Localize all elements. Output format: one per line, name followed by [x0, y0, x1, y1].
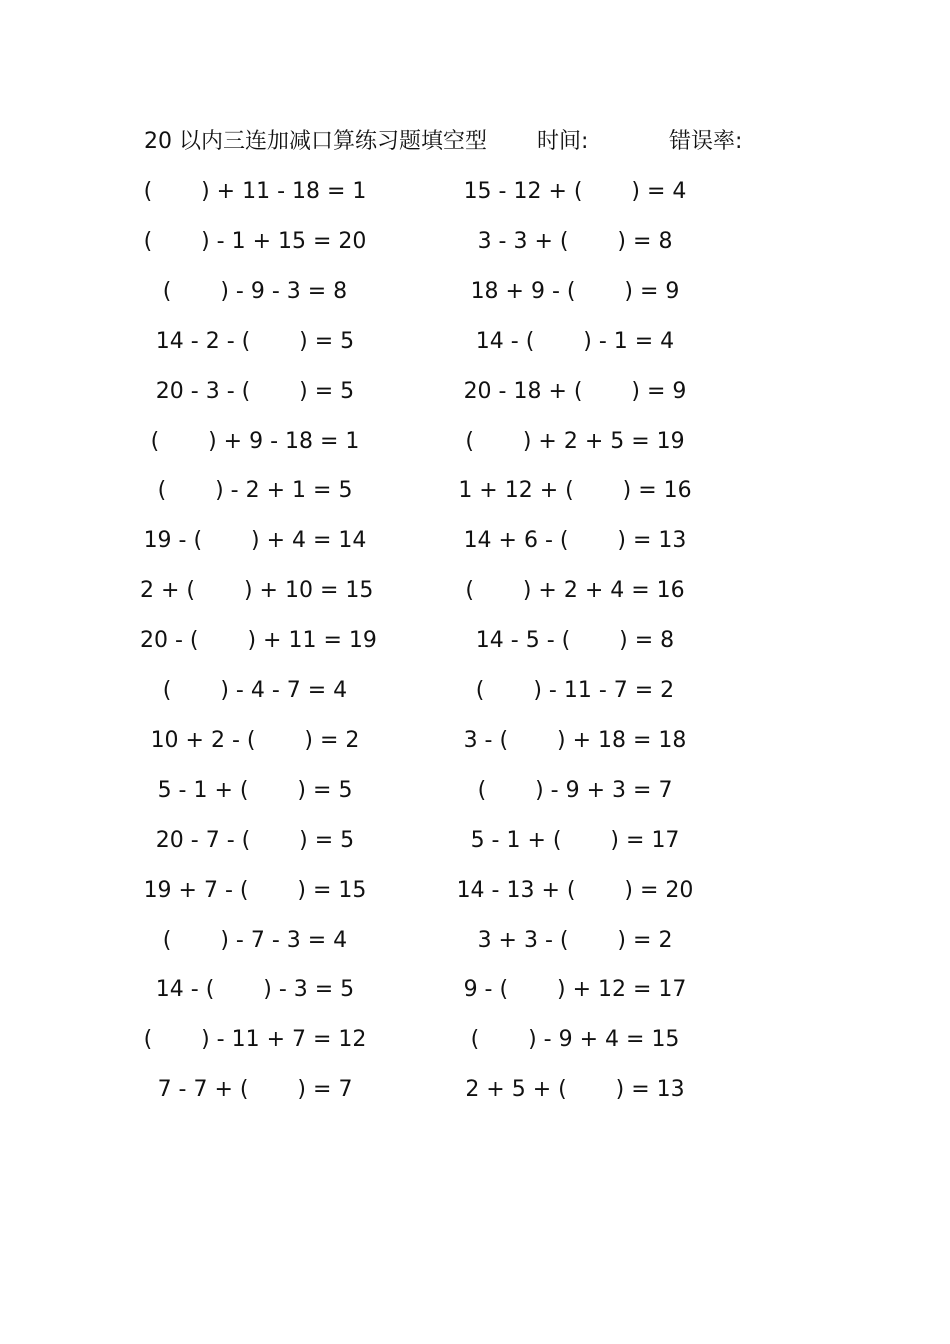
time-label: 时间: — [537, 129, 589, 154]
problem-left: 7 - 7 + ( ) = 7 — [157, 1077, 353, 1103]
problem-right: 9 - ( ) + 12 = 17 — [463, 977, 687, 1003]
problem-right: 5 - 1 + ( ) = 17 — [470, 827, 680, 853]
problem-right: 3 - ( ) + 18 = 18 — [463, 727, 687, 753]
error-rate-label: 错误率: — [669, 129, 743, 154]
problem-row — [0, 423, 950, 461]
problem-row — [0, 872, 950, 910]
problem-row — [0, 273, 950, 311]
problem-left: 19 - ( ) + 4 = 14 — [143, 528, 367, 554]
problem-row — [0, 223, 950, 261]
problem-left: 20 - ( ) + 11 = 19 — [140, 628, 377, 654]
problem-right: 2 + 5 + ( ) = 13 — [465, 1077, 685, 1103]
problem-left: 2 + ( ) + 10 = 15 — [140, 578, 374, 604]
problem-right: 15 - 12 + ( ) = 4 — [463, 179, 687, 204]
problem-right: ( ) - 9 + 3 = 7 — [477, 777, 673, 803]
problem-left: 20 - 7 - ( ) = 5 — [155, 827, 355, 853]
problem-right: 14 + 6 - ( ) = 13 — [463, 528, 687, 554]
problem-right: ( ) + 2 + 4 = 16 — [465, 578, 685, 604]
problem-left: ( ) - 9 - 3 = 8 — [162, 278, 348, 304]
problem-left: 20 - 3 - ( ) = 5 — [155, 378, 355, 404]
problem-row — [0, 971, 950, 1009]
problem-left: ( ) - 7 - 3 = 4 — [162, 927, 348, 953]
problem-left: 14 - ( ) - 3 = 5 — [155, 977, 355, 1003]
problem-left: ( ) - 4 - 7 = 4 — [162, 678, 348, 703]
problem-right: 3 + 3 - ( ) = 2 — [477, 927, 673, 953]
problem-left: 10 + 2 - ( ) = 2 — [150, 727, 360, 753]
problem-right: ( ) + 2 + 5 = 19 — [465, 428, 685, 454]
problem-row — [0, 622, 950, 660]
problem-row — [0, 772, 950, 810]
problem-right: 20 - 18 + ( ) = 9 — [463, 378, 687, 404]
problem-row — [0, 822, 950, 860]
problem-row — [0, 373, 950, 411]
problem-left: ( ) + 9 - 18 = 1 — [150, 428, 360, 454]
problem-row — [0, 323, 950, 361]
problem-row — [0, 1021, 950, 1059]
problem-left: 19 + 7 - ( ) = 15 — [143, 877, 367, 903]
problem-right: 14 - 13 + ( ) = 20 — [456, 877, 694, 903]
problem-right: 14 - 5 - ( ) = 8 — [475, 628, 675, 654]
problem-row — [0, 922, 950, 960]
problem-left: ( ) - 2 + 1 = 5 — [157, 478, 353, 504]
problem-right: 1 + 12 + ( ) = 16 — [458, 478, 692, 504]
problem-left: ( ) - 11 + 7 = 12 — [143, 1027, 367, 1053]
problem-row — [0, 173, 950, 211]
problem-left: ( ) - 1 + 15 = 20 — [143, 228, 367, 254]
problem-right: ( ) - 11 - 7 = 2 — [475, 678, 675, 703]
problem-right: ( ) - 9 + 4 = 15 — [470, 1027, 680, 1053]
problem-row — [0, 522, 950, 560]
problem-row — [0, 572, 950, 610]
problem-right: 3 - 3 + ( ) = 8 — [477, 228, 673, 254]
problem-left: 14 - 2 - ( ) = 5 — [155, 328, 355, 354]
worksheet-title: 20 以内三连加减口算练习题填空型 — [144, 129, 487, 154]
problem-right: 14 - ( ) - 1 = 4 — [475, 328, 675, 354]
problem-right: 18 + 9 - ( ) = 9 — [470, 278, 680, 304]
problem-left: 5 - 1 + ( ) = 5 — [157, 777, 353, 803]
problem-left: ( ) + 11 - 18 = 1 — [143, 179, 367, 204]
problem-row — [0, 672, 950, 710]
problem-row — [0, 472, 950, 510]
problem-row — [0, 1071, 950, 1109]
problem-row — [0, 722, 950, 760]
